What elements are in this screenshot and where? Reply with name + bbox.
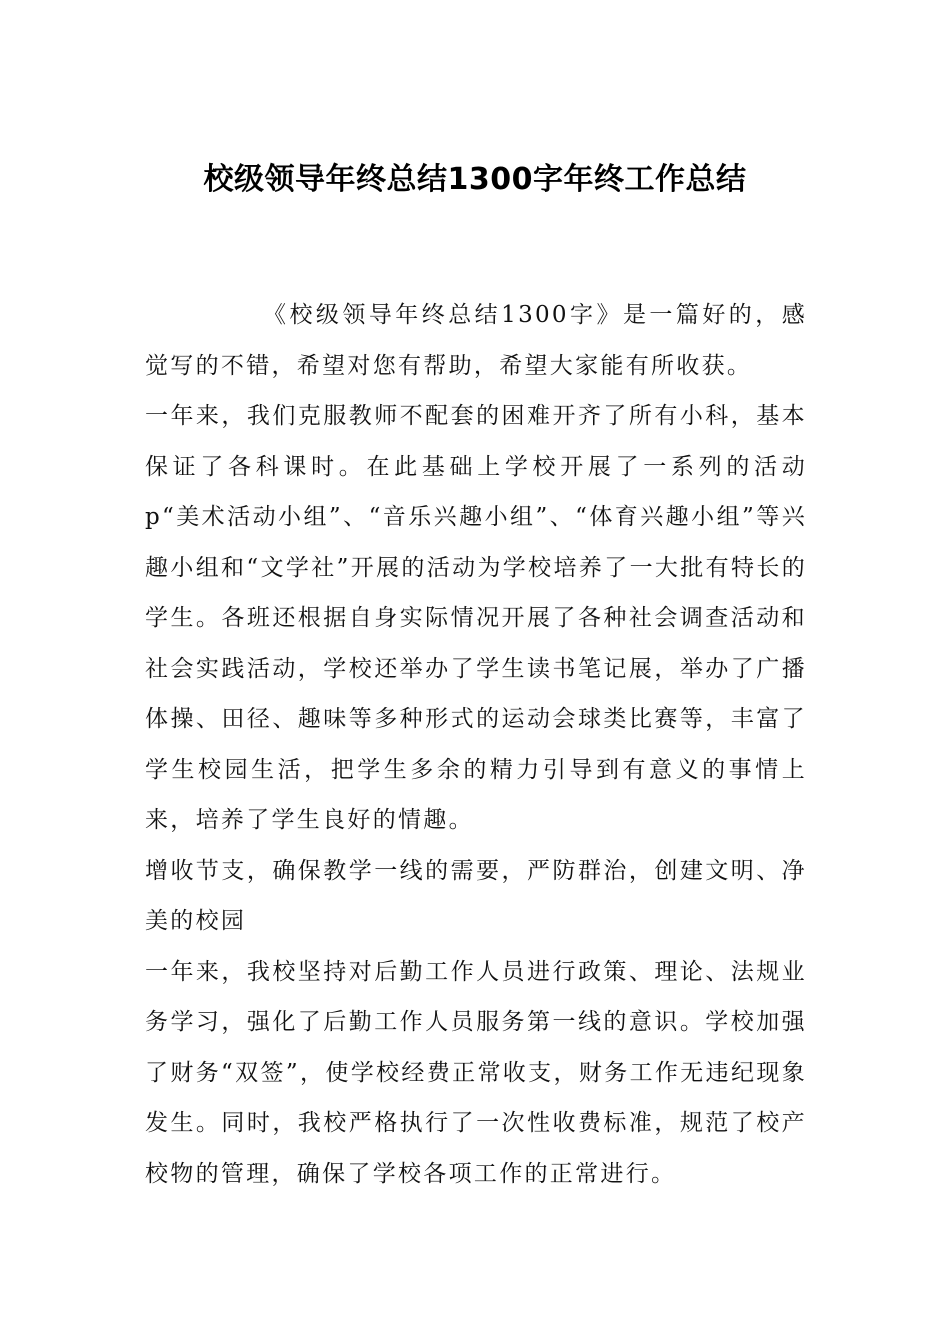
document-title: 校级领导年终总结1300字年终工作总结 — [203, 162, 747, 197]
document-body — [145, 290, 807, 1199]
intro-paragraph: 《校级领导年终总结1300字》是一篇好的，感觉写的不错，希望对您有帮助，希望大家能有所收获。 — [145, 302, 807, 379]
section-heading-paragraph: 增收节支，确保教学一线的需要，严防群治，创建文明、净美的校园 — [145, 857, 807, 934]
activities-paragraph: 一年来，我们克服教师不配套的困难开齐了所有小科，基本保证了各科课时。在此基础上学校开展了一系列的活动p“美术活动小组”、“音乐兴趣小组”、“体育兴趣小组”等兴趣小组和“文学社”开展的活动为学校培养了一大批有特长的学生。各班还根据自身实际情况开展了各种社会调查活动和社会实践活动，学校还举办了学生读书笔记展，举办了广播体操、田径、趣味等多种形式的运动会球类比赛等，丰富了学生校园生活，把学生多余的精力引导到有意义的事情上来，培养了学生良好的情趣。 — [145, 403, 807, 833]
logistics-paragraph: 一年来，我校坚持对后勤工作人员进行政策、理论、法规业务学习，强化了后勤工作人员服务第一线的意识。学校加强了财务“双签”，使学校经费正常收支，财务工作无违纪现象发生。同时，我校严格执行了一次性收费标准，规范了校产校物的管理，确保了学校各项工作的正常进行。 — [145, 958, 807, 1187]
